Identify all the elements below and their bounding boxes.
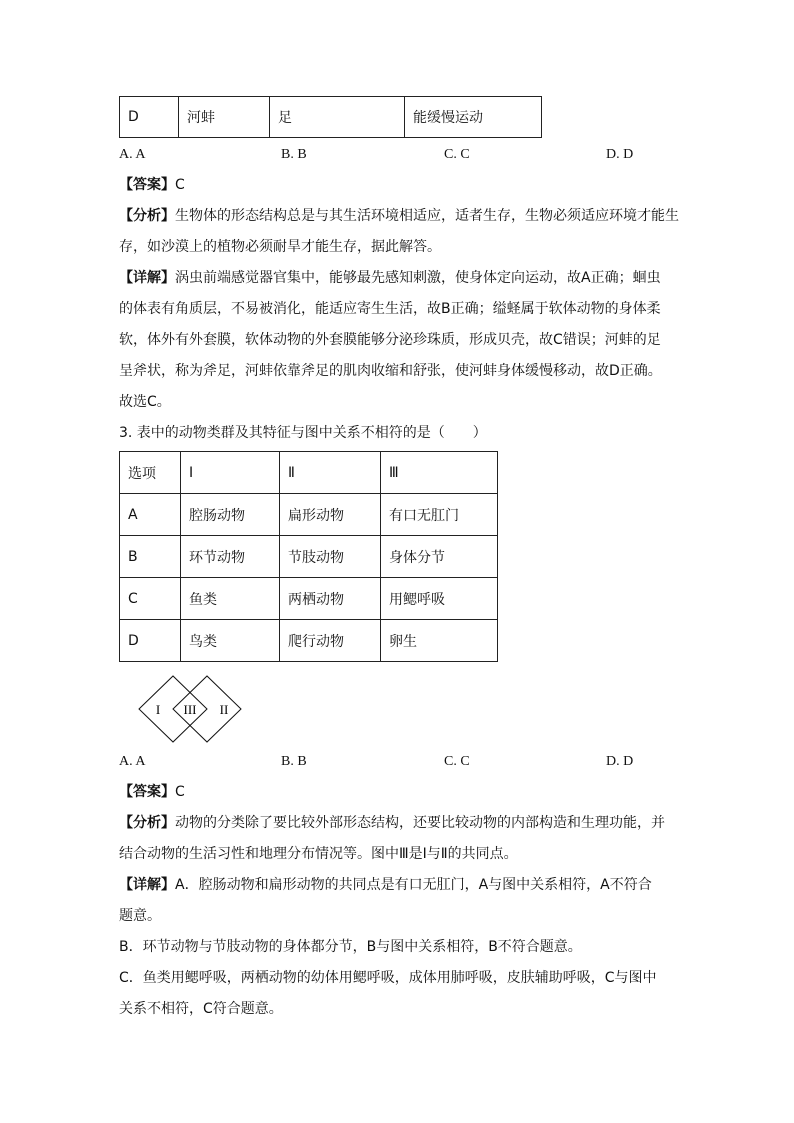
option-d: D. D bbox=[606, 147, 634, 162]
detail-tag: 【详解】 bbox=[119, 270, 175, 286]
option-c: C. C bbox=[444, 147, 470, 162]
table-cell: 腔肠动物 bbox=[181, 494, 280, 536]
table-row bbox=[120, 620, 498, 662]
option-c: C. C bbox=[444, 754, 470, 769]
detail-line: 题意。 bbox=[119, 908, 161, 924]
table-cell: 河蚌 bbox=[179, 97, 270, 138]
table-cell: 卵生 bbox=[381, 620, 498, 662]
analysis-line: 存，如沙漠上的植物必须耐旱才能生存，据此解答。 bbox=[119, 239, 441, 255]
table-row bbox=[120, 578, 498, 620]
table-cell: C bbox=[120, 578, 181, 620]
overlap-diagram bbox=[136, 674, 246, 744]
detail-line: C．鱼类用鳃呼吸，两栖动物的幼体用鳃呼吸，成体用肺呼吸，皮肤辅助呼吸，C与图中 bbox=[119, 970, 657, 986]
table-header-row bbox=[120, 452, 498, 494]
table-cell: 节肢动物 bbox=[280, 536, 381, 578]
option-a: A. A bbox=[119, 147, 146, 162]
answer-value: C bbox=[175, 784, 185, 800]
answer-block-1 bbox=[119, 170, 679, 449]
answer-block-2 bbox=[119, 777, 679, 1025]
header-cell: 选项 bbox=[120, 452, 181, 494]
table-row bbox=[120, 494, 498, 536]
table-cell: 两栖动物 bbox=[280, 578, 381, 620]
label-iii: III bbox=[183, 702, 197, 717]
table-cell: 足 bbox=[270, 97, 405, 138]
table-cell: 环节动物 bbox=[181, 536, 280, 578]
table-cell: 扁形动物 bbox=[280, 494, 381, 536]
detail-line: 故选C。 bbox=[119, 394, 171, 410]
analysis-tag: 【分析】 bbox=[119, 208, 175, 224]
classification-table bbox=[119, 451, 498, 662]
question-3-text: 3. 表中的动物类群及其特征与图中关系不相符的是（ ） bbox=[119, 425, 487, 441]
answer-tag: 【答案】 bbox=[119, 784, 175, 800]
option-b: B. B bbox=[281, 754, 307, 769]
table-cell: 爬行动物 bbox=[280, 620, 381, 662]
label-ii: II bbox=[219, 702, 229, 717]
answer-options-table-continued bbox=[119, 96, 542, 138]
table-row bbox=[120, 536, 498, 578]
analysis-line: 动物的分类除了要比较外部形态结构，还要比较动物的内部构造和生理功能，并 bbox=[175, 815, 665, 831]
detail-line: 呈斧状，称为斧足，河蚌依靠斧足的肌肉收缩和舒张，使河蚌身体缓慢移动，故D正确。 bbox=[119, 363, 662, 379]
table-row bbox=[120, 97, 542, 138]
analysis-line: 生物体的形态结构总是与其生活环境相适应，适者生存，生物必须适应环境才能生 bbox=[175, 208, 679, 224]
table-cell: 身体分节 bbox=[381, 536, 498, 578]
table-cell: 能缓慢运动 bbox=[405, 97, 542, 138]
answer-tag: 【答案】 bbox=[119, 177, 175, 193]
table-cell: D bbox=[120, 97, 179, 138]
table-cell: 鱼类 bbox=[181, 578, 280, 620]
analysis-tag: 【分析】 bbox=[119, 815, 175, 831]
header-cell: Ⅱ bbox=[280, 452, 381, 494]
table-cell: A bbox=[120, 494, 181, 536]
detail-line: 的体表有角质层，不易被消化，能适应寄生生活，故B正确；缢蛏属于软体动物的身体柔 bbox=[119, 301, 661, 317]
answer-value: C bbox=[175, 177, 185, 193]
label-i: I bbox=[155, 702, 161, 717]
detail-line: 涡虫前端感觉器官集中，能够最先感知刺激，使身体定向运动，故A正确；蛔虫 bbox=[175, 270, 661, 286]
table-cell: 用鳃呼吸 bbox=[381, 578, 498, 620]
table-cell: 鸟类 bbox=[181, 620, 280, 662]
detail-tag: 【详解】 bbox=[119, 877, 175, 893]
header-cell: Ⅲ bbox=[381, 452, 498, 494]
analysis-line: 结合动物的生活习性和地理分布情况等。图中Ⅲ是Ⅰ与Ⅱ的共同点。 bbox=[119, 846, 518, 862]
table-cell: B bbox=[120, 536, 181, 578]
table-cell: 有口无肛门 bbox=[381, 494, 498, 536]
table-cell: D bbox=[120, 620, 181, 662]
option-a: A. A bbox=[119, 754, 146, 769]
option-d: D. D bbox=[606, 754, 634, 769]
detail-line: B．环节动物与节肢动物的身体都分节，B与图中关系相符，B不符合题意。 bbox=[119, 939, 582, 955]
header-cell: Ⅰ bbox=[181, 452, 280, 494]
detail-line: 关系不相符，C符合题意。 bbox=[119, 1001, 283, 1017]
detail-line: A．腔肠动物和扁形动物的共同点是有口无肛门，A与图中关系相符，A不符合 bbox=[175, 877, 652, 893]
option-b: B. B bbox=[281, 147, 307, 162]
detail-line: 软，体外有外套膜，软体动物的外套膜能够分泌珍珠质，形成贝壳，故C错误；河蚌的足 bbox=[119, 332, 661, 348]
